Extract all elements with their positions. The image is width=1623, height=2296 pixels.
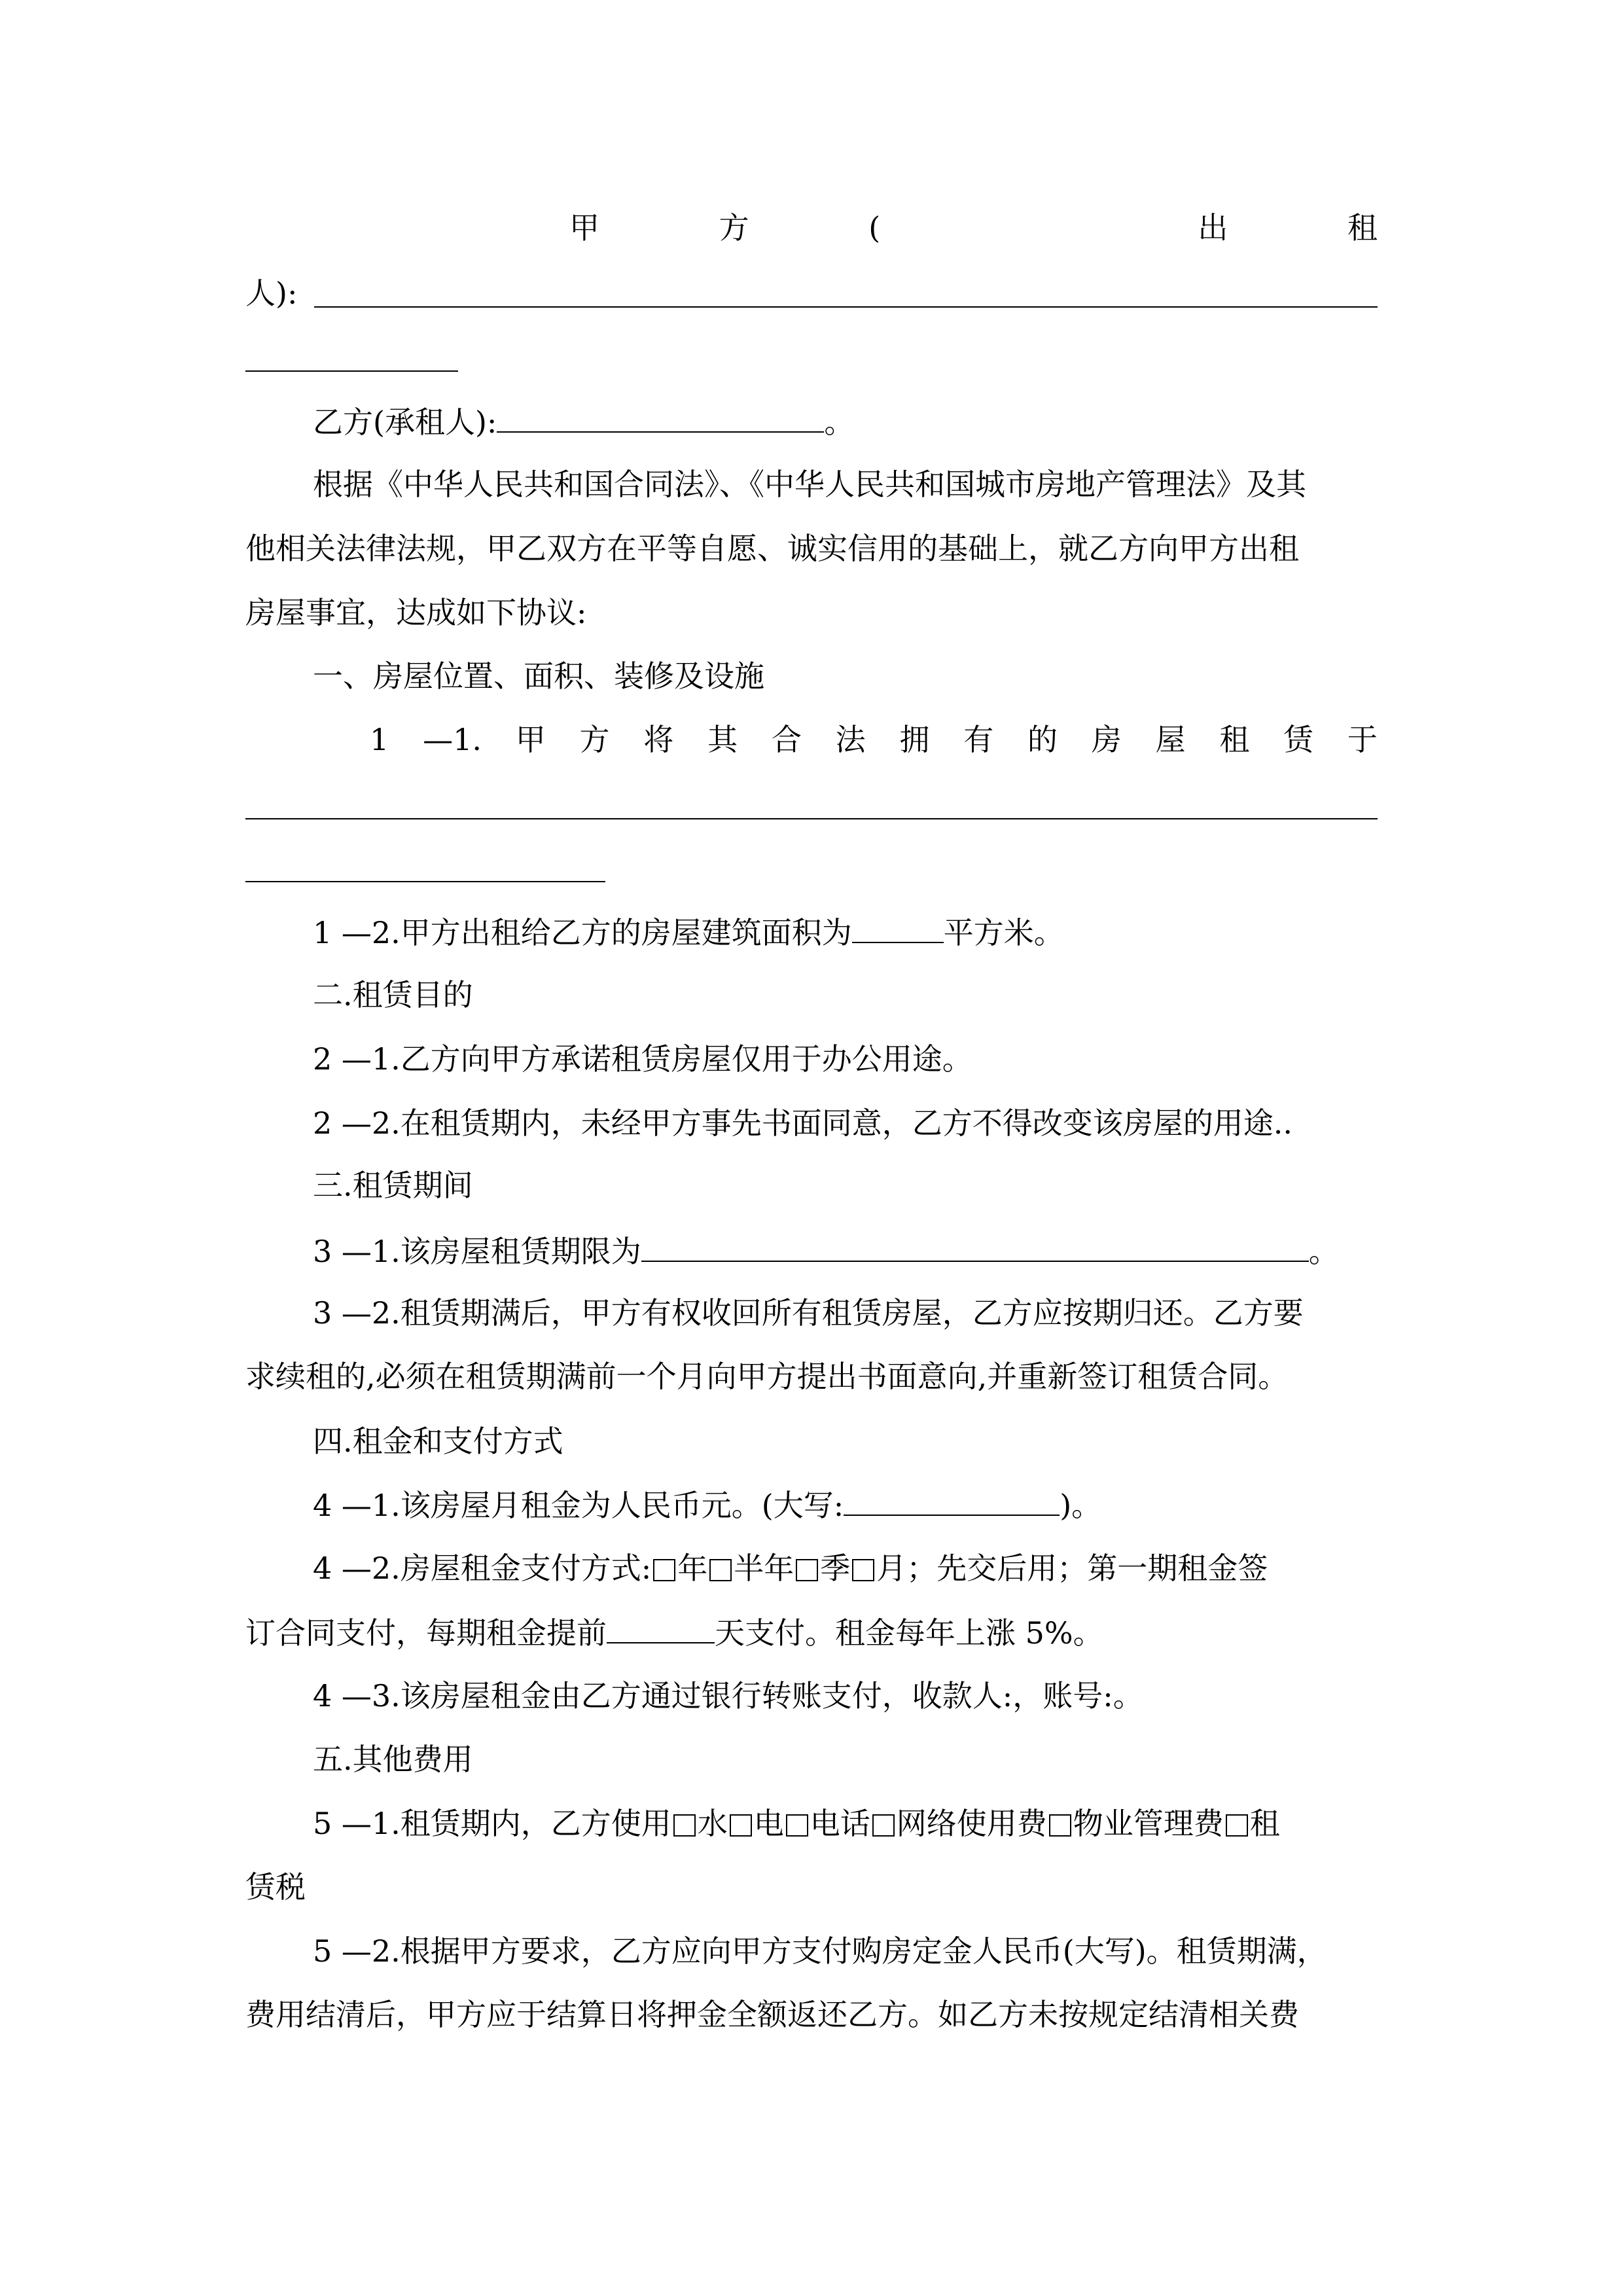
clause-char: 赁 [1283,722,1314,757]
section-3-title: 三.租赁期间 [313,1168,473,1203]
party-a-char: 出 [1198,210,1228,245]
checkbox-label: 季 [820,1551,851,1586]
clause-text: 平方米。 [943,915,1064,950]
clause-char: 方 [579,722,610,757]
clause-char: 租 [1219,722,1250,757]
clause-text: 4 —1.该房屋月租金为人民币元。(大写: [313,1488,844,1523]
checkbox-label: 电 [753,1806,784,1841]
clause-2-2: 2 —2.在租赁期内，未经甲方事先书面同意，乙方不得改变该房屋的用途.. [313,1105,1293,1141]
clause-char: 房 [1091,722,1122,757]
section-1-title: 一、房屋位置、面积、装修及设施 [313,658,764,694]
party-a-char: 方 [719,210,749,245]
party-a-char: 租 [1347,210,1378,245]
checkbox[interactable] [1226,1814,1248,1837]
party-b-line [313,403,854,440]
clause-char: 于 [1347,722,1378,757]
clause-text: 订合同支付，每期租金提前 [245,1615,607,1651]
checkbox-label: 网络使用费 [896,1806,1047,1841]
party-a-label [569,209,1378,246]
days-blank[interactable] [607,1613,715,1643]
party-b-end: 。 [824,404,855,440]
clause-char: 1 [370,722,389,757]
party-b-blank[interactable] [497,403,824,433]
clause-5-2-line: 费用结清后，甲方应于结算日将押金全额返还乙方。如乙方未按规定结清相关费 [245,1997,1299,2032]
clause-text: ；先交后用；第一期租金签 [906,1551,1268,1586]
clause-4-3: 4 —3.该房屋租金由乙方通过银行转账支付，收款人:，账号:。 [313,1678,1143,1713]
checkbox[interactable] [786,1814,808,1837]
party-a-char: 甲 [569,210,599,245]
clause-1-1-blank[interactable] [245,818,1378,819]
clause-1-2 [313,913,1064,951]
checkbox[interactable] [796,1559,818,1581]
clause-3-2-line: 3 —2.租赁期满后，甲方有权收回所有租赁房屋，乙方应按期归还。乙方要 [313,1295,1304,1331]
clause-char: 将 [643,722,674,757]
checkbox-label: 年 [677,1551,708,1586]
clause-3-2-line: 求续租的,必须在租赁期满前一个月向甲方提出书面意向,并重新签订租赁合同。 [245,1359,1289,1394]
checkbox-label: 租 [1249,1806,1280,1841]
checkbox-label: 物业管理费 [1073,1806,1224,1841]
checkbox[interactable] [709,1559,732,1581]
clause-5-2-line: 5 —2.根据甲方要求，乙方应向甲方支付购房定金人民币(大写)。租赁期满， [313,1933,1327,1969]
section-4-title: 四.租金和支付方式 [313,1424,563,1459]
clause-char: 其 [707,722,738,757]
term-blank[interactable] [641,1232,1309,1262]
party-a-char: ( [868,210,881,245]
clause-char: 的 [1027,722,1058,757]
section-2-title: 二.租赁目的 [313,977,473,1013]
checkbox[interactable] [730,1814,752,1837]
clause-5-1-cont: 赁税 [245,1869,306,1905]
clause-text: )。 [1060,1488,1102,1523]
clause-1-1-blank-cont[interactable] [245,881,605,882]
preamble-line: 他相关法律法规，甲乙双方在平等自愿、诚实信用的基础上，就乙方向甲方出租 [245,531,1299,566]
rent-words-blank[interactable] [844,1486,1060,1516]
checkbox[interactable] [852,1559,874,1581]
clause-3-1 [313,1232,1339,1270]
preamble-line: 根据《中华人民共和国合同法》、《中华人民共和国城市房地产管理法》及其 [313,467,1306,502]
clause-char: 合 [771,722,802,757]
checkbox-label: 水 [697,1806,728,1841]
preamble-line: 房屋事宜，达成如下协议: [245,595,587,630]
clause-1-1 [370,721,1378,758]
party-b-label: 乙方(承租人): [313,404,497,440]
clause-text: 4 —2.房屋租金支付方式: [313,1551,652,1586]
area-blank[interactable] [852,913,944,943]
clause-text: 。 [1308,1234,1339,1269]
clause-char: 法 [835,722,866,757]
clause-text: 1 —2.甲方出租给乙方的房屋建筑面积为 [313,915,852,950]
checkbox[interactable] [653,1559,675,1581]
clause-4-2-cont [245,1613,1103,1651]
checkbox[interactable] [872,1814,895,1837]
clause-char: 屋 [1155,722,1186,757]
clause-text: 5 —1.租赁期内，乙方使用 [313,1806,671,1841]
checkbox-label: 电话 [810,1806,870,1841]
checkbox[interactable] [673,1814,696,1837]
party-a-blank[interactable] [314,306,1378,308]
clause-5-1 [313,1805,1280,1842]
checkbox[interactable] [1049,1814,1071,1837]
clause-char: 甲 [515,722,546,757]
clause-2-1: 2 —1.乙方向甲方承诺租赁房屋仅用于办公用途。 [313,1041,972,1077]
clause-text: 3 —1.该房屋租赁期限为 [313,1234,641,1269]
checkbox-label: 月 [876,1551,907,1586]
clause-char: 有 [963,722,994,757]
section-5-title: 五.其他费用 [313,1742,473,1777]
clause-char: —1. [423,722,482,757]
clause-char: 拥 [899,722,930,757]
party-a-blank-cont[interactable] [245,370,458,372]
checkbox-label: 半年 [734,1551,794,1586]
clause-4-1 [313,1486,1101,1524]
clause-text: 天支付。租金每年上涨 5%。 [715,1615,1103,1651]
clause-4-2 [313,1550,1268,1587]
party-a-label-end: 人): [245,276,298,311]
